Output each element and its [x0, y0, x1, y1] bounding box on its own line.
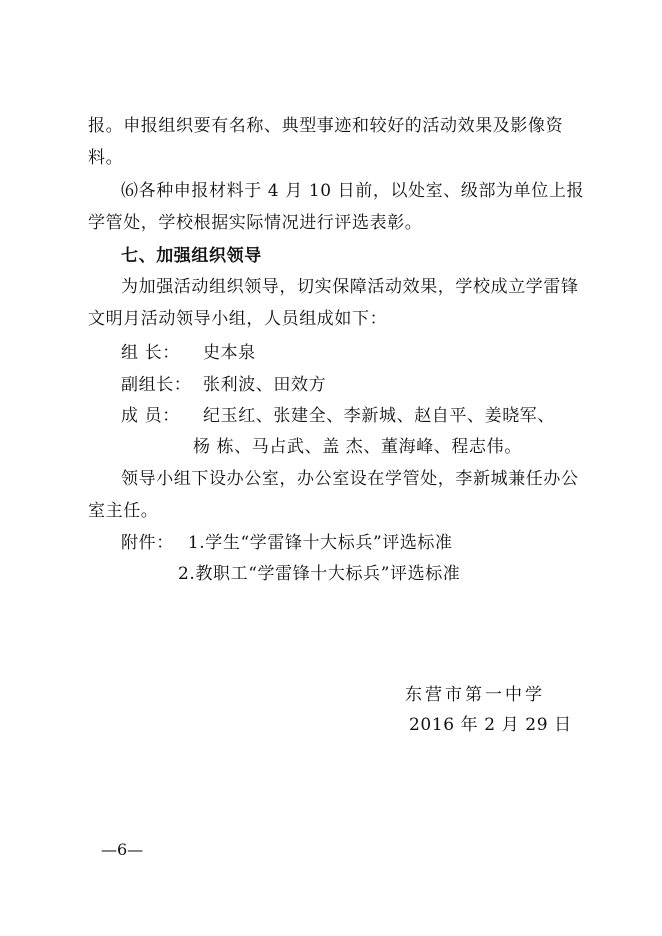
- signature-date: 2016 年 2 月 29 日: [409, 715, 572, 735]
- members-line-1: 纪玉红、张建全、李新城、赵自平、姜晓军、: [203, 406, 555, 426]
- paragraph-6-line-1: ⑹各种申报材料于 4 月 10 日前，以处室、级部为单位上报: [121, 181, 585, 201]
- attachment-item-1: 1.学生“学雷锋十大标兵”评选标准: [187, 533, 453, 553]
- section-7-heading: 七、加强组织领导: [121, 246, 262, 266]
- members-label: 成 员：: [121, 406, 180, 426]
- attachments-row-1: [121, 532, 453, 554]
- office-line-1: 领导小组下设办公室，办公室设在学管处，李新城兼任办公: [121, 469, 579, 489]
- office-line-2: 室主任。: [88, 501, 159, 521]
- members-row: [121, 405, 555, 427]
- page-number: —6—: [101, 840, 144, 859]
- section-7-intro-line-2: 文明月活动领导小组，人员组成如下：: [88, 309, 388, 329]
- deputy-label: 副组长：: [121, 375, 192, 395]
- leader-label: 组 长：: [121, 343, 180, 363]
- paragraph-6-line-2: 学管处，学校根据实际情况进行评选表彰。: [88, 213, 423, 233]
- paragraph-5-line-2: 料。: [88, 148, 124, 168]
- signature-organization: 东营市第一中学: [405, 685, 545, 705]
- paragraph-5-line-1: [88, 115, 600, 137]
- attachment-item-2: 2.教职工“学雷锋十大标兵”评选标准: [178, 564, 461, 584]
- members-line-2: 杨 栋、马占武、盖 杰、董海峰、程志伟。: [193, 437, 522, 457]
- leader-name: 史本泉: [203, 343, 256, 363]
- leader-row: [121, 342, 256, 364]
- section-7-intro-line-1: 为加强活动组织领导，切实保障活动效果，学校成立学雷锋: [121, 277, 579, 297]
- deputy-names: 张利波、田效方: [203, 375, 327, 395]
- attachments-label: 附件：: [121, 533, 174, 553]
- deputy-row: [121, 374, 326, 396]
- paragraph-5-line-1-text: 报。申报组织要有名称、典型事迹和较好的活动效果及影像资: [88, 116, 564, 136]
